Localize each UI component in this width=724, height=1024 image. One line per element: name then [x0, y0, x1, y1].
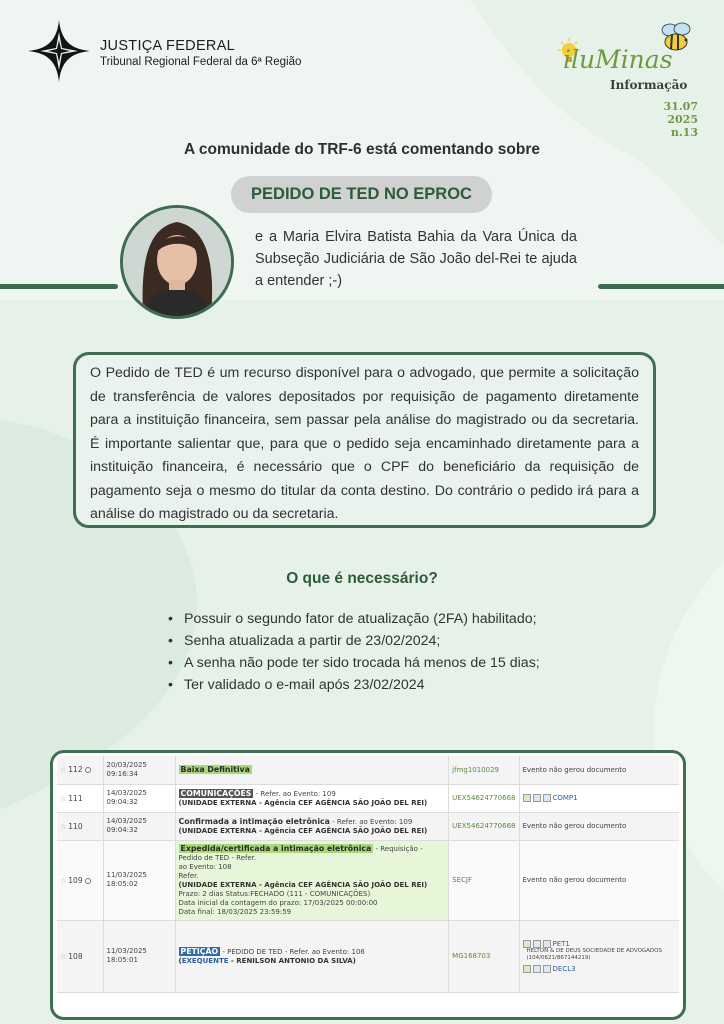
intro-text: e a Maria Elvira Batista Bahia da Vara Única da Subseção Judiciária de São João del-Rei te ajuda a entender ;-) [255, 229, 577, 289]
table-row [57, 840, 679, 920]
event-tag: Baixa Definitiva [180, 764, 250, 774]
party-link[interactable]: EXEQUENTE [181, 956, 229, 965]
list-item: • Ter validado o e-mail após 23/02/2024 [168, 674, 568, 696]
document-link[interactable]: COMP1 [552, 794, 578, 802]
event-suffix: - Refer. ao Evento: 109 [329, 817, 413, 826]
event-detail: (UNIDADE EXTERNA - Agência CEF AGÊNCIA SÃO JOÃO DEL REI) [178, 798, 428, 807]
event-time: 18:05:01 [106, 956, 138, 964]
document-link[interactable]: DECL3 [552, 964, 576, 973]
event-time: 09:04:32 [106, 826, 138, 834]
brand-wordmark: iluMinas [563, 45, 673, 74]
event-doc: Evento não gerou documento [519, 812, 679, 840]
portrait-image [123, 208, 231, 316]
org-name: JUSTIÇA FEDERAL [100, 38, 236, 54]
table-row [57, 920, 679, 992]
event-line: (UNIDADE EXTERNA - Agência CEF AGÊNCIA SÃO JOÃO DEL REI) [178, 880, 428, 889]
document-icons [523, 940, 551, 948]
detail-open: ( [178, 956, 182, 965]
event-tag: COMUNICAÇÕES [180, 788, 252, 798]
list-item: • A senha não pode ter sido trocada há menos de 15 dias; [168, 652, 568, 674]
headline: A comunidade do TRF-6 está comentando sobre [184, 141, 540, 158]
star-icon[interactable]: ☆ [60, 766, 67, 775]
document-icons [523, 794, 551, 802]
event-user[interactable]: SECJF [449, 840, 519, 920]
event-user[interactable]: UEX54624770668 [449, 812, 519, 840]
event-suffix: - Requisição - Pedido de TED - Refer. [178, 844, 423, 862]
document-icons [523, 965, 551, 973]
article-title: PEDIDO DE TED NO EPROC [231, 176, 492, 213]
event-user[interactable]: MG168703 [449, 920, 519, 992]
document-row [523, 965, 677, 973]
star-icon[interactable]: ☆ [60, 876, 67, 885]
event-line: ao Evento: 108 [178, 862, 232, 871]
requirements-list [168, 608, 568, 696]
event-doc: Evento não gerou documento [519, 840, 679, 920]
event-detail: (UNIDADE EXTERNA - Agência CEF AGÊNCIA SÃO JOÃO DEL REI) [178, 826, 428, 835]
event-date: 14/03/2025 [106, 789, 147, 797]
org-subtitle: Tribunal Regional Federal da 6ª Região [100, 56, 302, 68]
event-line: Refer. [178, 871, 199, 880]
event-user[interactable]: jfmg1010029 [449, 756, 519, 784]
events-table [57, 756, 679, 993]
event-tag: PETIÇÃO [180, 946, 219, 956]
brand-subtitle: Informação [610, 78, 688, 92]
table-row [57, 756, 679, 784]
event-tag: Confirmada a intimação eletrônica [178, 816, 330, 826]
events-table-screenshot [50, 750, 686, 1020]
list-item: • Possuir o segundo fator de atualização (2FA) habilitado; [168, 608, 568, 630]
divider-left [0, 284, 118, 289]
event-user[interactable]: UEX54624770668 [449, 784, 519, 812]
event-date: 11/03/2025 [106, 871, 147, 879]
document-note: HELTON & DE DEUS SOCIEDADE DE ADVOGADOS (104/0621/867144219) [526, 947, 662, 961]
event-time: 09:16:34 [106, 769, 138, 778]
event-suffix: - Refer. ao Evento: 109 [253, 789, 336, 798]
star-icon[interactable]: ☆ [60, 794, 67, 803]
event-line: Data final: 18/03/2025 23:59:59 [178, 907, 292, 916]
author-photo [120, 205, 234, 319]
detail-rest: - RENILSON ANTONIO DA SILVA) [228, 956, 356, 965]
edition-number: n.13 [670, 126, 698, 139]
search-icon[interactable] [85, 767, 91, 773]
info-box: O Pedido de TED é um recurso disponível para o advogado, que permite a solicitação de transferência de valores depositados por requisição de pagamento diretamente para a instituição financeira, sem passar pela análise do magistrado ou da secretaria. É importante salientar que, para que o pedido seja encaminhado diretamente para a instituição financeira, é necessário que o CPF do beneficiário da requisição de pagamento seja o mesmo do titular da conta destino. Do contrário o pedido irá para a análise do magistrado ou da secretaria. [73, 352, 656, 528]
document-link[interactable]: PET1 [552, 939, 570, 948]
search-icon[interactable] [85, 878, 91, 884]
section-title: O que é necessário? [286, 570, 438, 587]
event-time: 18:05:02 [106, 880, 138, 888]
event-line: Prazo: 2 dias Status:FECHADO (111 - COMUNICAÇÕES) [178, 889, 371, 898]
edition-year: 2025 [667, 113, 698, 126]
event-number: 110 [68, 821, 83, 831]
event-detail [179, 957, 446, 966]
event-date: 11/03/2025 [106, 947, 147, 955]
divider-right [598, 284, 724, 289]
event-line: Data inicial da contagem do prazo: 17/03/2025 00:00:00 [178, 898, 378, 907]
table-row [57, 812, 679, 840]
edition-day: 31.07 [663, 100, 698, 113]
justica-federal-logo-icon [26, 18, 92, 84]
event-suffix: - PEDIDO DE TED - Refer. ao Evento: 106 [220, 947, 365, 956]
event-number: 109 [68, 875, 83, 885]
list-item: • Senha atualizada a partir de 23/02/2024; [168, 630, 568, 652]
event-number: 111 [68, 793, 83, 803]
event-time: 09:04:32 [106, 798, 138, 806]
event-number: 108 [68, 951, 83, 961]
table-row [57, 784, 679, 812]
star-icon[interactable]: ☆ [60, 822, 67, 831]
event-date: 20/03/2025 [106, 760, 147, 769]
star-icon[interactable]: ☆ [60, 952, 67, 961]
event-number: 112 [68, 765, 83, 775]
event-date: 14/03/2025 [106, 817, 147, 825]
event-tag: Expedida/certificada a intimação eletrônica [180, 843, 372, 853]
edition-date [628, 100, 698, 139]
event-doc: Evento não gerou documento [519, 756, 679, 784]
